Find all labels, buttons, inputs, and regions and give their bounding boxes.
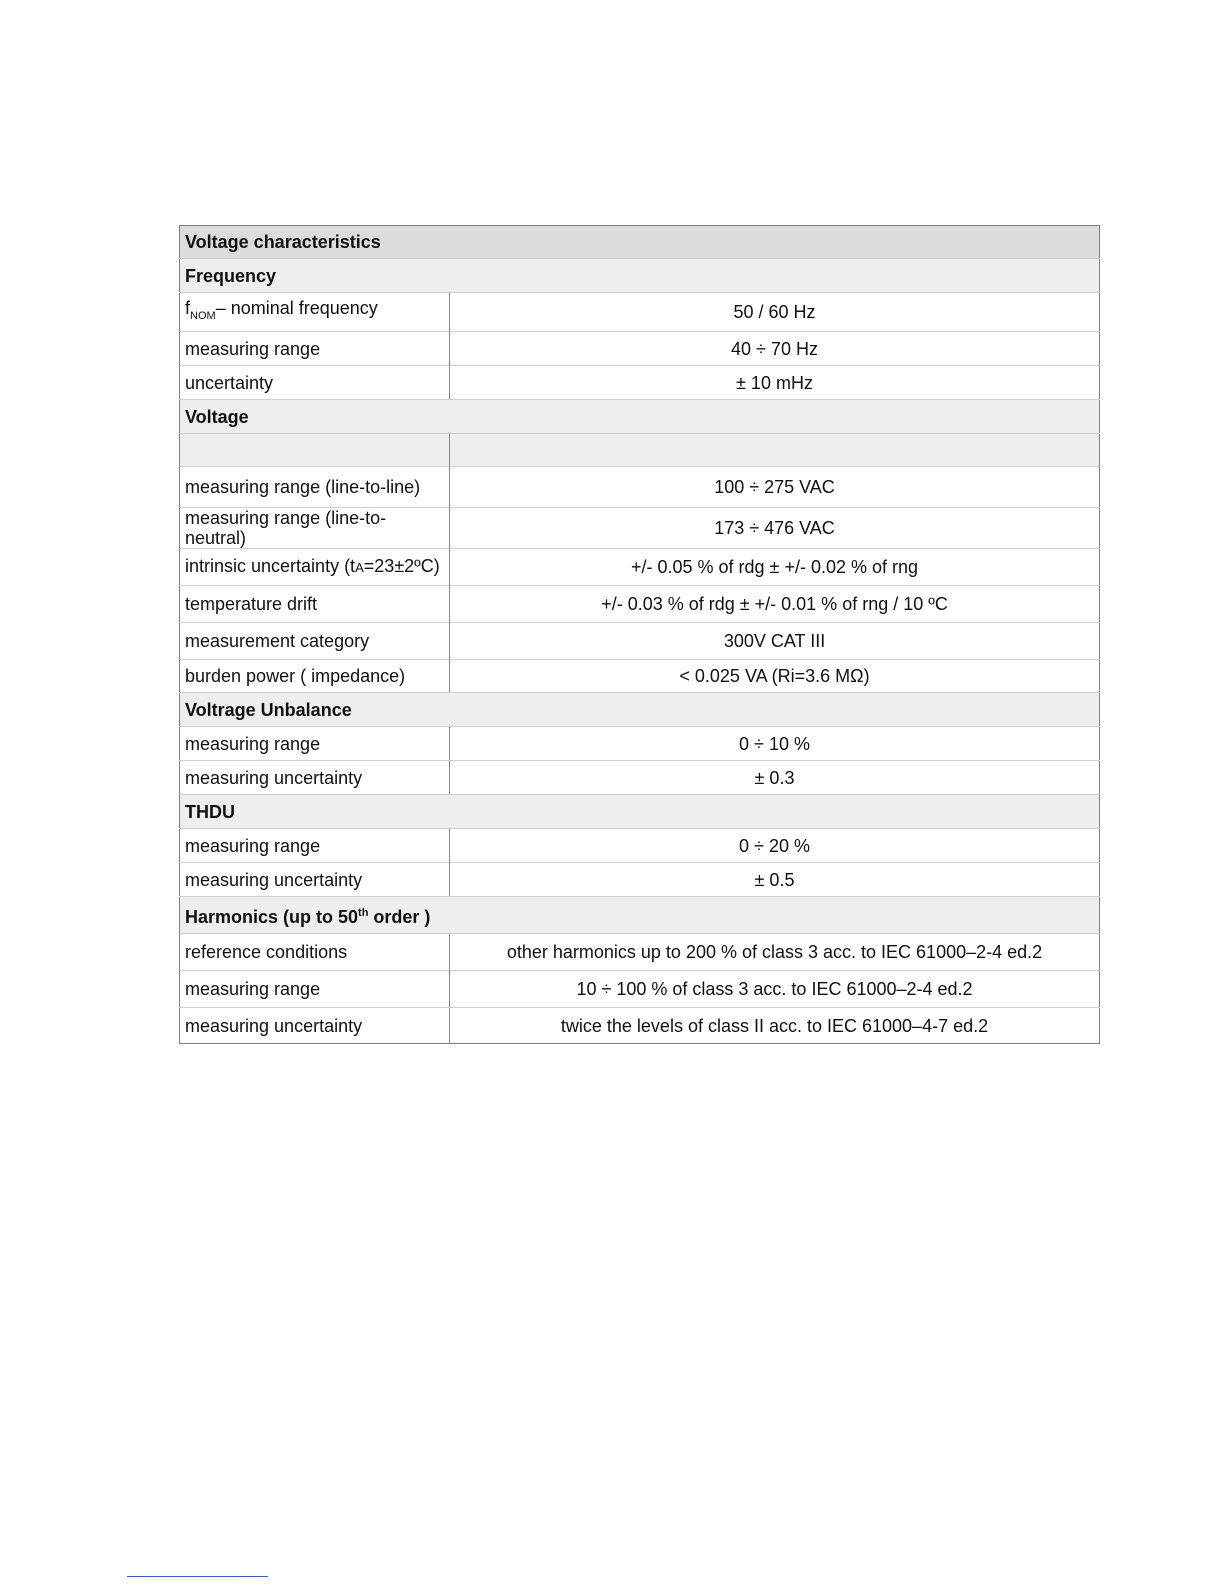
section-thdu (180, 795, 1100, 829)
voltage-range-ln-label: measuring range (line-to-neutral) (180, 508, 450, 549)
thdu-uncertainty-value: ± 0.5 (450, 863, 1100, 897)
table-row (180, 761, 1100, 795)
harmonics-uncertainty-label: measuring uncertainty (180, 1008, 450, 1044)
footnote-separator (127, 1576, 268, 1577)
thdu-range-value: 0 ÷ 20 % (450, 829, 1100, 863)
table-row (180, 971, 1100, 1008)
table-row (180, 863, 1100, 897)
frequency-uncertainty-value: ± 10 mHz (450, 366, 1100, 400)
table-row (180, 829, 1100, 863)
measurement-category-value: 300V CAT III (450, 623, 1100, 660)
table-row (180, 467, 1100, 508)
section-harmonics (180, 897, 1100, 934)
intrinsic-label-prefix: intrinsic uncertainty (t (185, 556, 356, 576)
harmonics-heading-prefix: Harmonics (up to 50 (185, 907, 359, 927)
measurement-category-label: measurement category (180, 623, 450, 660)
voltage-range-ln-value: 173 ÷ 476 VAC (450, 508, 1100, 549)
harmonics-reference-label: reference conditions (180, 934, 450, 971)
fnom-symbol: f (185, 298, 191, 318)
table-row (180, 623, 1100, 660)
voltage-characteristics-table (179, 225, 1100, 1044)
section-voltage (180, 400, 1100, 434)
harmonics-range-label: measuring range (180, 971, 450, 1008)
table-row (180, 934, 1100, 971)
frequency-uncertainty-label: uncertainty (180, 366, 450, 400)
unbalance-range-label: measuring range (180, 727, 450, 761)
section-heading-unbalance: Voltrage Unbalance (180, 693, 1100, 727)
unbalance-uncertainty-label: measuring uncertainty (180, 761, 450, 795)
intrinsic-label-subscript: A (355, 560, 364, 575)
harmonics-heading-sup: th (358, 907, 369, 919)
table-row (180, 549, 1100, 586)
unbalance-range-value: 0 ÷ 10 % (450, 727, 1100, 761)
temperature-drift-label: temperature drift (180, 586, 450, 623)
intrinsic-label-suffix: =23±2ºC) (363, 556, 440, 576)
voltage-range-ll-label: measuring range (line-to-line) (180, 467, 450, 508)
table-row (180, 586, 1100, 623)
table-row (180, 1008, 1100, 1044)
section-heading-voltage: Voltage (180, 400, 1100, 434)
empty-value-cell (450, 434, 1100, 467)
thdu-range-label: measuring range (180, 829, 450, 863)
section-heading-harmonics (180, 897, 1100, 934)
empty-label-cell (180, 434, 450, 467)
table-title: Voltage characteristics (180, 226, 1100, 259)
fnom-value: 50 / 60 Hz (450, 293, 1100, 332)
harmonics-reference-value: other harmonics up to 200 % of class 3 acc. to IEC 61000–2-4 ed.2 (450, 934, 1100, 971)
table-row (180, 366, 1100, 400)
table-row (180, 332, 1100, 366)
table-row (180, 434, 1100, 467)
intrinsic-uncertainty-value: +/- 0.05 % of rdg ± +/- 0.02 % of rng (450, 549, 1100, 586)
thdu-uncertainty-label: measuring uncertainty (180, 863, 450, 897)
frequency-range-value: 40 ÷ 70 Hz (450, 332, 1100, 366)
burden-power-value: < 0.025 VA (Ri=3.6 MΩ) (450, 660, 1100, 693)
harmonics-uncertainty-value: twice the levels of class II acc. to IEC 61000–4-7 ed.2 (560, 1015, 989, 1036)
section-frequency (180, 259, 1100, 293)
table-row (180, 293, 1100, 332)
section-heading-frequency: Frequency (180, 259, 1100, 293)
harmonics-heading-suffix: order ) (368, 907, 431, 927)
unbalance-uncertainty-value: ± 0.3 (450, 761, 1100, 795)
harmonics-range-value: 10 ÷ 100 % of class 3 acc. to IEC 61000–2-4 ed.2 (450, 971, 1100, 1008)
fnom-label (180, 293, 450, 332)
voltage-range-ll-value: 100 ÷ 275 VAC (450, 467, 1100, 508)
table-title-row (180, 226, 1100, 259)
frequency-range-label: measuring range (180, 332, 450, 366)
fnom-label-text: – nominal frequency (215, 298, 378, 318)
fnom-subscript: NOM (190, 310, 216, 322)
section-heading-thdu: THDU (180, 795, 1100, 829)
table-row (180, 727, 1100, 761)
section-unbalance (180, 693, 1100, 727)
intrinsic-uncertainty-label (180, 549, 450, 586)
table-row (180, 508, 1100, 549)
burden-power-label: burden power ( impedance) (180, 660, 450, 693)
table-row (180, 660, 1100, 693)
temperature-drift-value: +/- 0.03 % of rdg ± +/- 0.01 % of rng / 10 ºC (450, 586, 1100, 623)
